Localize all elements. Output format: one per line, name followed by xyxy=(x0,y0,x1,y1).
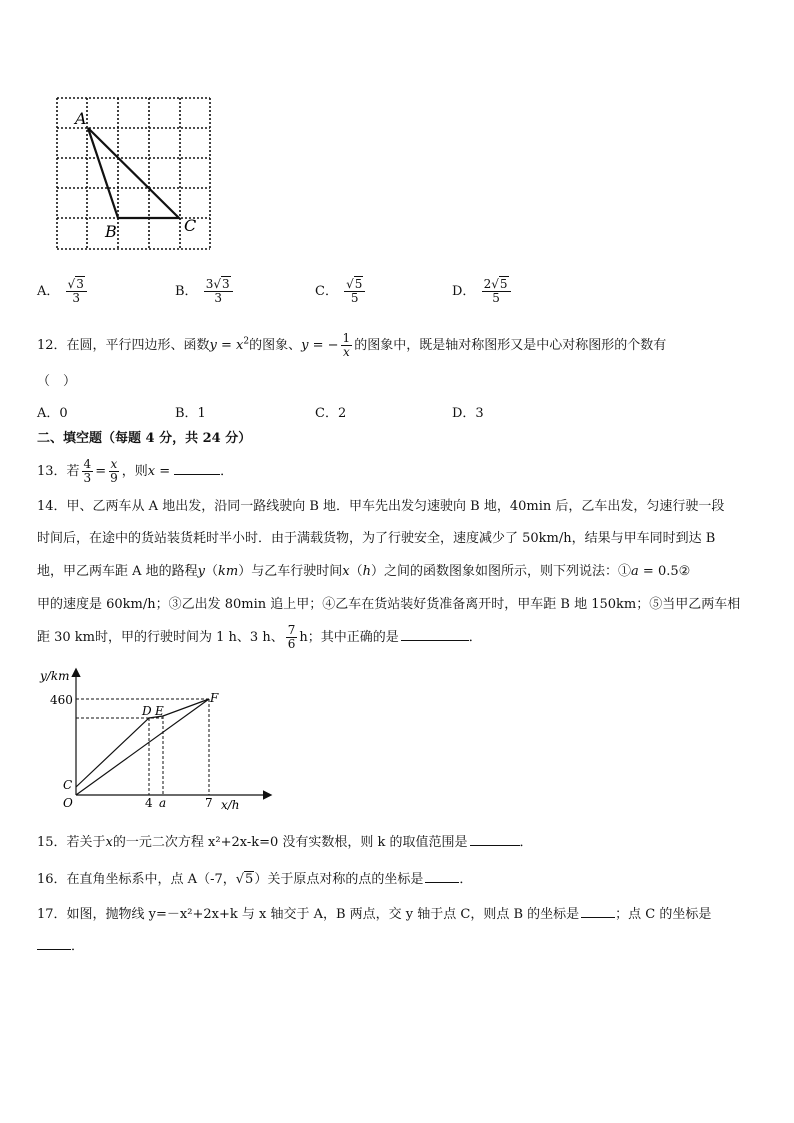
q14-line-1: 14．甲、乙两车从 A 地出发，沿同一路线驶向 B 地．甲车先出发匀速驶向 B 地，40min 后，乙车出发，匀速行驶一段 xyxy=(37,499,725,514)
q11-option-b[interactable]: B． $\frac{3√3}{3}$ xyxy=(175,278,235,305)
point-d-label: D xyxy=(142,704,152,718)
q15: 15．若关于x的一元二次方程 x²+2x-k=0 没有实数根，则 k 的取值范围是 ． xyxy=(37,835,533,850)
grid-triangle-figure xyxy=(50,93,220,258)
origin-label: O xyxy=(63,796,73,810)
q17-b-answer-blank[interactable] xyxy=(581,905,615,918)
tick-4: 4 xyxy=(145,796,153,810)
tick-a: a xyxy=(159,796,167,810)
q12-paren: （ ） xyxy=(37,374,77,389)
q13-answer-blank[interactable] xyxy=(174,462,220,475)
q14-line-3: 地，甲乙两车距 A 地的路程y（km）与乙车行驶时间x（h）之间的函数图象如图所示，则下列说法：①a = 0.5② xyxy=(37,564,691,579)
q16: 16．在直角坐标系中，点 A（-7，√5）关于原点对称的点的坐标是 ． xyxy=(37,872,473,887)
point-e-label: E xyxy=(155,704,164,718)
q12-option-a[interactable]: A．0 xyxy=(37,406,68,421)
q17-c-answer-blank[interactable] xyxy=(37,937,71,950)
tick-7: 7 xyxy=(205,796,213,810)
vertex-a-label: A xyxy=(75,109,87,128)
q14-line-4: 甲的速度是 60km/h；③乙出发 80min 追上甲；④乙车在货站装好货准备离开时，甲车距 B 地 150km；⑤当甲乙两车相 xyxy=(37,597,741,612)
vertex-b-label: B xyxy=(105,222,117,241)
x-axis-label: x/h xyxy=(221,798,240,812)
point-c-label: C xyxy=(63,778,73,792)
q15-answer-blank[interactable] xyxy=(470,833,520,846)
q12-stem: 12．在圆，平行四边形、函数$y = x^2$的图象、y = − $\frac{1}{x}$ 的图象中，既是轴对称图形又是中心对称图形的个数有 xyxy=(37,331,667,359)
q13: 13．若 $\frac{4}{3}$ = $\frac{x}{9}$ ，则x = ． xyxy=(37,457,234,485)
q11-option-a[interactable]: A． $\frac{√3}{3}$ xyxy=(37,278,89,305)
distance-time-graph xyxy=(38,664,278,812)
y-axis-label: y/km xyxy=(40,669,70,683)
q11-option-d[interactable]: D． $\frac{2√5}{5}$ xyxy=(452,278,513,305)
tick-460: 460 xyxy=(50,693,73,707)
q17-line-1: 17．如图，抛物线 y=－x²+2x+k 与 x 轴交于 A，B 两点，交 y 轴于点 C，则点 B 的坐标是 ；点 C 的坐标是 xyxy=(37,907,712,922)
q12-option-b[interactable]: B．1 xyxy=(175,406,206,421)
point-f-label: F xyxy=(210,691,219,705)
q11-option-c[interactable]: C． $\frac{√5}{5}$ xyxy=(315,278,367,305)
q12-option-c[interactable]: C．2 xyxy=(315,406,347,421)
vertex-c-label: C xyxy=(184,216,197,235)
q14-line-2: 时间后，在途中的货站装货耗时半小时．由于满载货物，为了行驶安全，速度减少了 50km/h，结果与甲车同时到达 B xyxy=(37,531,716,546)
section-fill-blank-heading: 二、填空题（每题 4 分，共 24 分） xyxy=(37,431,252,446)
q14-line-5: 距 30 km时，甲的行驶时间为 1 h、3 h、 $\frac{7}{6}$ h；其中正确的是 ． xyxy=(37,623,482,651)
q16-answer-blank[interactable] xyxy=(425,870,459,883)
q17-line-2: ． xyxy=(37,937,84,955)
q12-option-d[interactable]: D．3 xyxy=(452,406,484,421)
q14-answer-blank[interactable] xyxy=(401,628,469,641)
triangle-abc xyxy=(88,128,179,218)
